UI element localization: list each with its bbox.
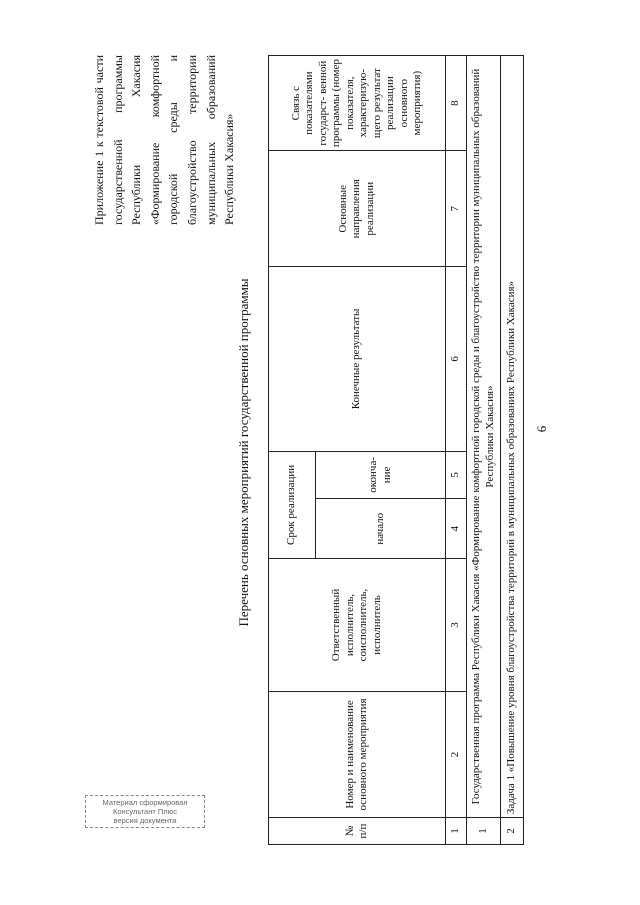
header-results: Конечные результаты bbox=[269, 267, 446, 451]
stamp-line: Консультант Плюс bbox=[112, 807, 178, 816]
header-executor: Ответственный исполнитель, соисполнитель, исполнитель bbox=[269, 559, 446, 692]
row-num: 1 bbox=[467, 818, 501, 845]
appendix-line: благоустройство территории bbox=[184, 55, 199, 225]
index-cell: 8 bbox=[446, 56, 467, 151]
row-num: 2 bbox=[501, 818, 524, 845]
index-cell: 7 bbox=[446, 151, 467, 267]
header-num: № п/п bbox=[269, 818, 446, 845]
row-program-text: Государственная программа Республики Хакасия «Формирование комфортной городской среды и благоустройство территории муниципальных образований Республики Хакасия» bbox=[467, 56, 501, 818]
index-row bbox=[446, 56, 467, 845]
index-cell: 2 bbox=[446, 691, 467, 817]
table-row bbox=[501, 56, 524, 845]
appendix-line: Республики Хакасия» bbox=[222, 113, 237, 225]
header-term: Срок реализации bbox=[269, 451, 316, 559]
table-title: Перечень основных мероприятий государственной программы bbox=[236, 278, 251, 627]
appendix-line: муниципальных образований bbox=[203, 55, 218, 225]
index-cell: 1 bbox=[446, 818, 467, 845]
measures-table bbox=[268, 55, 524, 845]
table-row bbox=[467, 56, 501, 845]
header-directions: Основные направления реализации bbox=[269, 151, 446, 267]
header-link: Связь с показателями государст- венной программы (номер показателя, характеризую- щего результат реализации основного мероприятия) bbox=[269, 56, 446, 151]
stamp-line: версия документа bbox=[113, 816, 177, 825]
consultant-stamp bbox=[85, 795, 205, 828]
appendix-line: Республики Хакасия bbox=[129, 55, 144, 225]
appendix-line: «Формирование комфортной bbox=[147, 55, 162, 225]
header-start: начало bbox=[316, 499, 446, 559]
header-row bbox=[269, 56, 316, 845]
row-task-text: Задача 1 «Повышение уровня благоустройства территорий в муниципальных образованиях Республики Хакасия» bbox=[501, 56, 524, 818]
appendix-line: городской среды и bbox=[166, 55, 181, 225]
index-cell: 3 bbox=[446, 559, 467, 692]
page-number: 6 bbox=[534, 425, 549, 433]
index-cell: 4 bbox=[446, 499, 467, 559]
index-cell: 5 bbox=[446, 451, 467, 499]
appendix-header bbox=[90, 55, 239, 225]
appendix-line: Приложение 1 к текстовой части bbox=[92, 55, 106, 225]
header-end: оконча- ние bbox=[316, 451, 446, 499]
header-name: Номер и наименование основного мероприятия bbox=[269, 691, 446, 817]
stamp-line: Материал сформирован bbox=[102, 798, 188, 807]
index-cell: 6 bbox=[446, 267, 467, 451]
appendix-line: государственной программы bbox=[110, 55, 125, 225]
